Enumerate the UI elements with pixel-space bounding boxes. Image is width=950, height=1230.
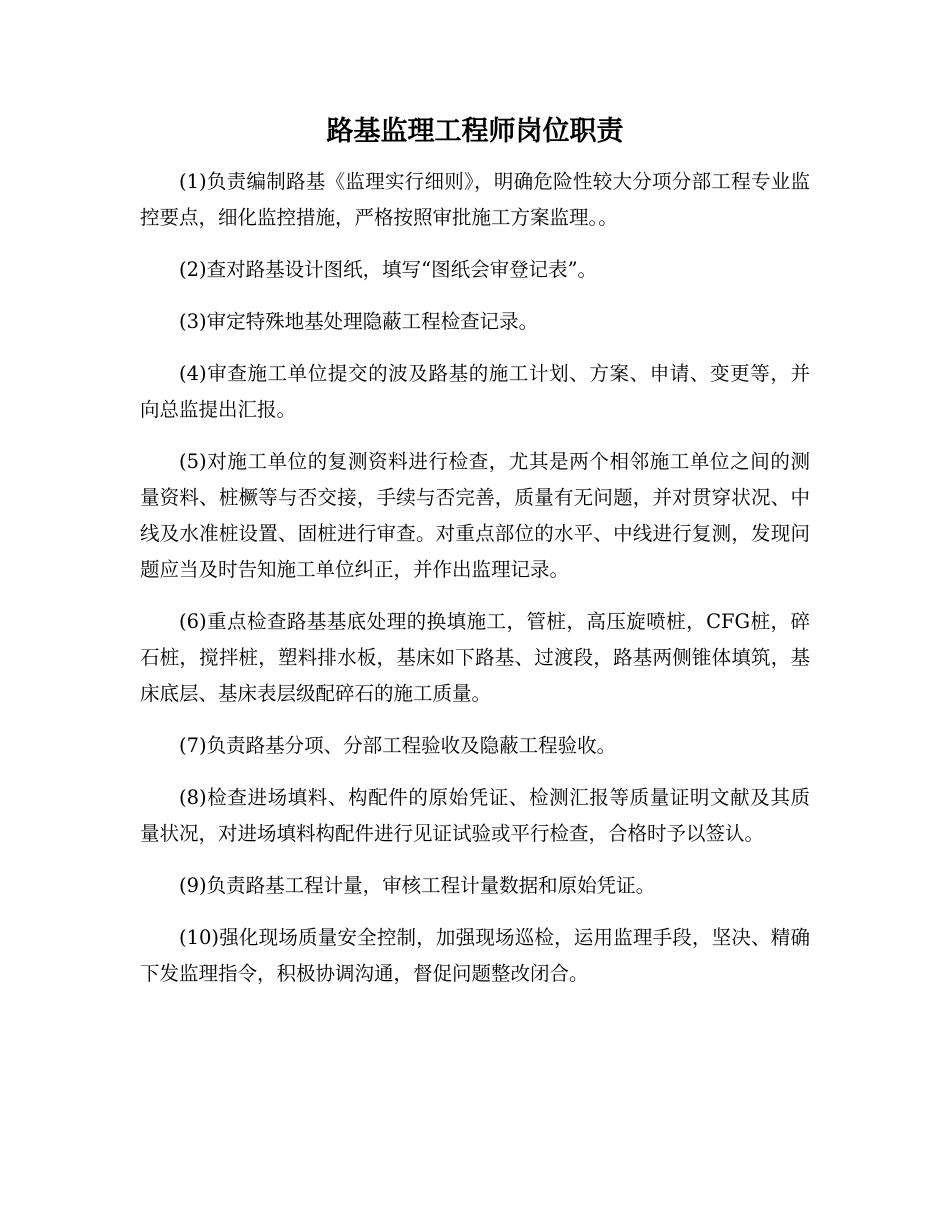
paragraph-5: (5)对施工单位的复测资料进行检查，尤其是两个相邻施工单位之间的测量资料、桩橛等与否交接，手续与否完善，质量有无问题，并对贯穿状况、中线及水准桩设置、固桩进行审查。对重点部位的水平、中线进行复测，发现问题应当及时告知施工单位纠正，并作出监理记录。 [140,450,810,581]
paragraph-2: (2)查对路基设计图纸，填写“图纸会审登记表”。 [179,258,598,281]
paragraph-9: (9)负责路基工程计量，审核工程计量数据和原始凭证。 [179,874,656,897]
paragraph-7: (7)负责路基分项、分部工程验收及隐蔽工程验收。 [179,734,617,757]
paragraph-6: (6)重点检查路基基底处理的换填施工，管桩，高压旋喷桩，CFG桩，碎石桩，搅拌桩，塑料排水板，基床如下路基、过渡段，路基两侧锥体填筑，基床底层、基床表层级配碎石的施工质量。 [140,610,810,705]
paragraph-1: (1)负责编制路基《监理实行细则》，明确危险性较大分项分部工程专业监控要点，细化监控措施，严格按照审批施工方案监理。。 [140,170,810,229]
paragraph-10: (10)强化现场质量安全控制，加强现场巡检，运用监理手段，坚决、精确下发监理指令，积极协调沟通，督促问题整改闭合。 [140,926,810,985]
document-body [140,164,810,1008]
paragraph-3: (3)审定特殊地基处理隐蔽工程检查记录。 [179,310,539,333]
document-title: 路基监理工程师岗位职责 [326,116,624,147]
paragraph-4: (4)审查施工单位提交的波及路基的施工计划、方案、申请、变更等，并向总监提出汇报。 [140,362,810,421]
paragraph-8: (8)检查进场填料、构配件的原始凭证、检测汇报等质量证明文献及其质量状况，对进场填料构配件进行见证试验或平行检查，合格时予以签认。 [140,786,810,845]
